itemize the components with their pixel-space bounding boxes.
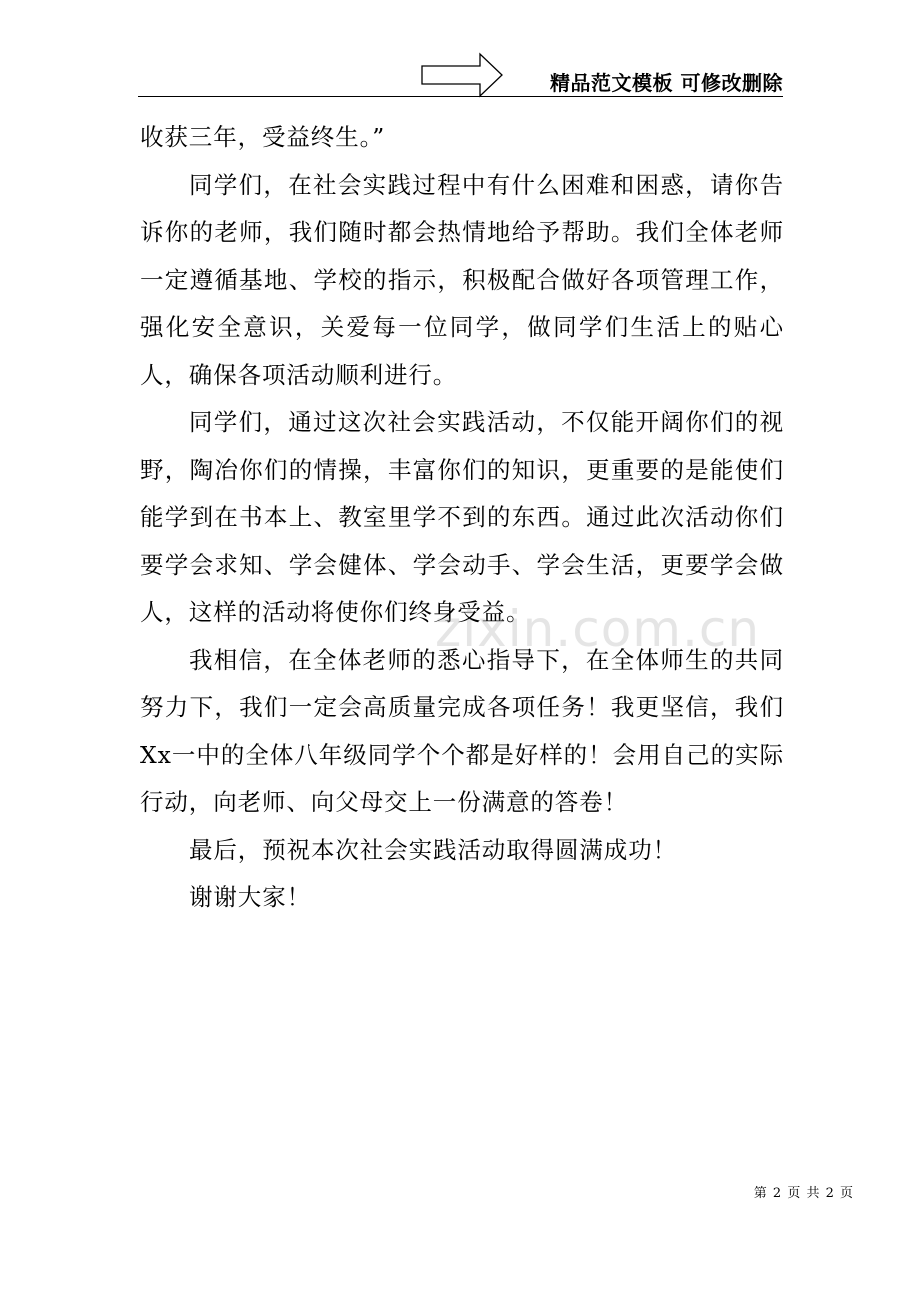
watermark: zixin.com.cn (435, 600, 761, 658)
paragraph: 最后，预祝本次社会实践活动取得圆满成功！ (189, 835, 677, 864)
header-title: 精品范文模板 可修改删除 (550, 71, 783, 95)
paragraph: 同学们，在社会实践过程中有什么困难和困惑，请你告诉你的老师，我们随时都会热情地给予帮助。我们全体老师一定遵循基地、学校的指示，积极配合做好各项管理工作，强化安全意识，关爱每一位同学，做同学们生活上的贴心人，确保各项活动顺利进行。 (140, 170, 784, 389)
paragraph: 同学们，通过这次社会实践活动，不仅能开阔你们的视野，陶冶你们的情操，丰富你们的知识，更重要的是能使们能学到在书本上、教室里学不到的东西。通过此次活动你们要学会求知、学会健体、学会动手、学会生活，更要学会做人，这样的活动将使你们终身受益。 (140, 408, 784, 626)
document-body (140, 114, 784, 922)
page-number-footer: 第 2 页 共 2 页 (753, 1186, 854, 1201)
paragraph: 收获三年，受益终生。” (140, 123, 386, 151)
header-divider (138, 96, 783, 97)
arrow-right-icon (420, 52, 504, 98)
paragraph: 我相信，在全体老师的悉心指导下，在全体师生的共同努力下，我们一定会高质量完成各项任务！我更坚信，我们Xx一中的全体八年级同学个个都是好样的！会用自己的实际行动，向老师、向父母交上一份满意的答卷！ (140, 645, 784, 816)
page-header (138, 48, 783, 98)
paragraph: 谢谢大家！ (189, 883, 311, 911)
